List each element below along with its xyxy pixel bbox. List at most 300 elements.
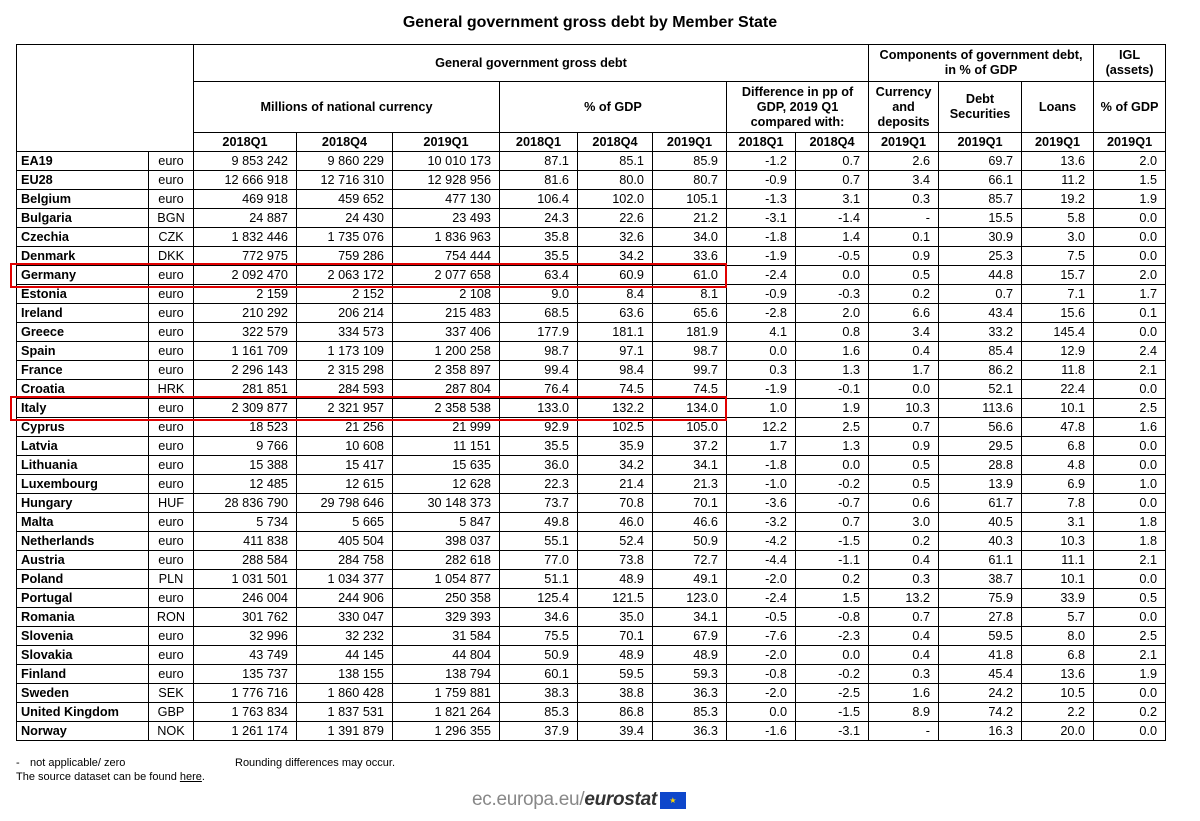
value-cell: 43 749 [194,646,297,665]
value-cell: 76.4 [500,380,578,399]
value-cell: -1.0 [727,475,796,494]
value-cell: 11.2 [1022,171,1094,190]
country-name: Belgium [17,190,149,209]
value-cell: -1.5 [796,532,869,551]
value-cell: 9.0 [500,285,578,304]
value-cell: 47.8 [1022,418,1094,437]
value-cell: 81.6 [500,171,578,190]
value-cell: 49.8 [500,513,578,532]
value-cell: 10.1 [1022,399,1094,418]
value-cell: 12 485 [194,475,297,494]
value-cell: 1.9 [1094,190,1166,209]
country-name: EU28 [17,171,149,190]
value-cell: 10 010 173 [393,152,500,171]
value-cell: 77.0 [500,551,578,570]
country-name: Luxembourg [17,475,149,494]
currency-unit: SEK [149,684,194,703]
value-cell: 2.2 [1022,703,1094,722]
value-cell: 2 358 897 [393,361,500,380]
value-cell: 0.3 [727,361,796,380]
value-cell: 0.8 [796,323,869,342]
value-cell: 411 838 [194,532,297,551]
value-cell: 2.1 [1094,551,1166,570]
value-cell: 284 758 [297,551,393,570]
value-cell: 33.6 [653,247,727,266]
value-cell: 0.7 [796,171,869,190]
value-cell: 2 358 538 [393,399,500,418]
country-name: Romania [17,608,149,627]
value-cell: 177.9 [500,323,578,342]
value-cell: -1.8 [727,228,796,247]
value-cell: 6.6 [869,304,939,323]
table-row [17,190,1166,209]
value-cell: 0.2 [869,285,939,304]
value-cell: 2.5 [1094,627,1166,646]
value-cell: -1.3 [727,190,796,209]
value-cell: 12 628 [393,475,500,494]
rounding-note: Rounding differences may occur. [235,757,395,769]
value-cell: 2 152 [297,285,393,304]
value-cell: 1 836 963 [393,228,500,247]
value-cell: 3.1 [796,190,869,209]
value-cell: 7.5 [1022,247,1094,266]
value-cell: -2.0 [727,570,796,589]
value-cell: 52.1 [939,380,1022,399]
table-row [17,323,1166,342]
value-cell: 34.2 [578,247,653,266]
value-cell: 3.0 [1022,228,1094,247]
value-cell: 1 034 377 [297,570,393,589]
value-cell: 44.8 [939,266,1022,285]
table-row [17,570,1166,589]
value-cell: 63.4 [500,266,578,285]
value-cell: 34.2 [578,456,653,475]
header-corner [17,45,194,152]
value-cell: 0.4 [869,342,939,361]
value-cell: 0.0 [727,342,796,361]
value-cell: 61.7 [939,494,1022,513]
value-cell: 80.7 [653,171,727,190]
value-cell: 27.8 [939,608,1022,627]
value-cell: 2 315 298 [297,361,393,380]
value-cell: 102.0 [578,190,653,209]
value-cell: 0.3 [869,665,939,684]
table-row [17,551,1166,570]
value-cell: 24.3 [500,209,578,228]
table-row [17,684,1166,703]
value-cell: 8.9 [869,703,939,722]
value-cell: 0.0 [1094,380,1166,399]
value-cell: 133.0 [500,399,578,418]
value-cell: 0.0 [1094,456,1166,475]
period-header: 2018Q1 [727,133,796,152]
table-row [17,285,1166,304]
page-title: General government gross debt by Member State [402,14,778,31]
table-row [17,627,1166,646]
value-cell: 2 159 [194,285,297,304]
value-cell: 0.0 [1094,247,1166,266]
value-cell: 0.9 [869,437,939,456]
value-cell: 21 256 [297,418,393,437]
table-row [17,361,1166,380]
value-cell: 48.9 [578,646,653,665]
value-cell: 0.7 [796,513,869,532]
currency-unit: euro [149,646,194,665]
value-cell: 287 804 [393,380,500,399]
value-cell: 85.3 [500,703,578,722]
value-cell: 759 286 [297,247,393,266]
value-cell: 0.6 [869,494,939,513]
source-suffix: . [201,771,205,783]
value-cell: 0.1 [869,228,939,247]
value-cell: 2.1 [1094,646,1166,665]
value-cell: 33.9 [1022,589,1094,608]
value-cell: 1.6 [1094,418,1166,437]
value-cell: -3.2 [727,513,796,532]
value-cell: 10.1 [1022,570,1094,589]
currency-unit: euro [149,342,194,361]
value-cell: 0.5 [1094,589,1166,608]
value-cell: 30.9 [939,228,1022,247]
value-cell: 0.1 [1094,304,1166,323]
header-group-components: Components of government debt, in % of GDP [869,45,1094,82]
currency-unit: GBP [149,703,194,722]
table-row [17,513,1166,532]
value-cell: 74.5 [578,380,653,399]
value-cell: 6.8 [1022,646,1094,665]
value-cell: 60.1 [500,665,578,684]
value-cell: 2 321 957 [297,399,393,418]
value-cell: 0.5 [869,475,939,494]
value-cell: 40.3 [939,532,1022,551]
value-cell: 13.9 [939,475,1022,494]
value-cell: 2.1 [1094,361,1166,380]
value-cell: 24 887 [194,209,297,228]
value-cell: 1 296 355 [393,722,500,741]
value-cell: 2.5 [1094,399,1166,418]
period-header: 2018Q1 [194,133,297,152]
value-cell: 1 161 709 [194,342,297,361]
value-cell: 98.7 [653,342,727,361]
value-cell: 10.5 [1022,684,1094,703]
country-name: Malta [17,513,149,532]
currency-unit: euro [149,532,194,551]
country-name: Spain [17,342,149,361]
value-cell: 35.5 [500,437,578,456]
value-cell: 22.4 [1022,380,1094,399]
value-cell: 134.0 [653,399,727,418]
value-cell: 75.9 [939,589,1022,608]
value-cell: 181.1 [578,323,653,342]
eurostat-logo [472,788,686,812]
currency-unit: PLN [149,570,194,589]
value-cell: 0.0 [869,380,939,399]
table-row [17,152,1166,171]
value-cell: 1 759 881 [393,684,500,703]
value-cell: 398 037 [393,532,500,551]
value-cell: 13.6 [1022,665,1094,684]
value-cell: 477 130 [393,190,500,209]
value-cell: 0.3 [869,570,939,589]
value-cell: 10 608 [297,437,393,456]
value-cell: -2.0 [727,684,796,703]
value-cell: -2.0 [727,646,796,665]
value-cell: 2.0 [1094,266,1166,285]
value-cell: 15 635 [393,456,500,475]
value-cell: -1.4 [796,209,869,228]
value-cell: 301 762 [194,608,297,627]
value-cell: 63.6 [578,304,653,323]
table-row [17,399,1166,418]
value-cell: -0.9 [727,171,796,190]
table-row [17,228,1166,247]
value-cell: 13.2 [869,589,939,608]
value-cell: 10.3 [869,399,939,418]
country-name: Croatia [17,380,149,399]
period-header: 2019Q1 [869,133,939,152]
value-cell: 70.1 [653,494,727,513]
value-cell: 65.6 [653,304,727,323]
value-cell: 0.5 [869,266,939,285]
table-row [17,342,1166,361]
country-name: Italy [17,399,149,418]
country-name: Cyprus [17,418,149,437]
value-cell: 1.3 [796,437,869,456]
value-cell: 0.0 [796,646,869,665]
value-cell: 60.9 [578,266,653,285]
value-cell: 51.1 [500,570,578,589]
table-row [17,608,1166,627]
value-cell: 0.0 [1094,684,1166,703]
value-cell: 754 444 [393,247,500,266]
country-name: Latvia [17,437,149,456]
value-cell: 1.8 [1094,513,1166,532]
value-cell: 1.9 [796,399,869,418]
period-header: 2019Q1 [393,133,500,152]
value-cell: -3.1 [796,722,869,741]
source-link[interactable]: here [179,771,202,783]
currency-unit: BGN [149,209,194,228]
value-cell: -1.2 [727,152,796,171]
value-cell: 29.5 [939,437,1022,456]
value-cell: 337 406 [393,323,500,342]
currency-unit: euro [149,399,194,418]
value-cell: 38.8 [578,684,653,703]
value-cell: 19.2 [1022,190,1094,209]
value-cell: 3.4 [869,171,939,190]
value-cell: 73.8 [578,551,653,570]
value-cell: 7.8 [1022,494,1094,513]
footnotes [16,756,395,784]
value-cell: 0.0 [1094,437,1166,456]
value-cell: 56.6 [939,418,1022,437]
value-cell: -1.1 [796,551,869,570]
table-row [17,418,1166,437]
period-header: 2019Q1 [939,133,1022,152]
value-cell: -0.2 [796,475,869,494]
value-cell: 1 832 446 [194,228,297,247]
country-name: Ireland [17,304,149,323]
currency-unit: euro [149,513,194,532]
header-debt-securities: Debt Securities [939,82,1022,133]
value-cell: 74.5 [653,380,727,399]
value-cell: 2 108 [393,285,500,304]
value-cell: 5 734 [194,513,297,532]
value-cell: 11.1 [1022,551,1094,570]
value-cell: 21.3 [653,475,727,494]
currency-unit: euro [149,551,194,570]
currency-unit: euro [149,323,194,342]
currency-unit: RON [149,608,194,627]
value-cell: 22.3 [500,475,578,494]
value-cell: 1.4 [796,228,869,247]
value-cell: -3.6 [727,494,796,513]
table-row [17,532,1166,551]
value-cell: 1.5 [796,589,869,608]
value-cell: 15 417 [297,456,393,475]
currency-unit: HUF [149,494,194,513]
header-group-main: General government gross debt [194,45,869,82]
value-cell: 1.5 [1094,171,1166,190]
value-cell: 1 776 716 [194,684,297,703]
value-cell: 1 391 879 [297,722,393,741]
value-cell: 85.1 [578,152,653,171]
value-cell: -2.4 [727,266,796,285]
value-cell: 5.8 [1022,209,1094,228]
value-cell: 33.2 [939,323,1022,342]
value-cell: 34.6 [500,608,578,627]
currency-unit: euro [149,589,194,608]
value-cell: 284 593 [297,380,393,399]
value-cell: 1 261 174 [194,722,297,741]
value-cell: 12 716 310 [297,171,393,190]
value-cell: 21.4 [578,475,653,494]
value-cell: 31 584 [393,627,500,646]
value-cell: 1.6 [869,684,939,703]
currency-unit: euro [149,475,194,494]
value-cell: 1 200 258 [393,342,500,361]
country-name: Austria [17,551,149,570]
value-cell: 85.7 [939,190,1022,209]
value-cell: 0.7 [869,418,939,437]
value-cell: -1.9 [727,380,796,399]
value-cell: 21 999 [393,418,500,437]
value-cell: 6.9 [1022,475,1094,494]
period-header: 2018Q4 [578,133,653,152]
value-cell: 44 804 [393,646,500,665]
period-header: 2018Q4 [297,133,393,152]
currency-unit: euro [149,665,194,684]
value-cell: 69.7 [939,152,1022,171]
header-difference: Difference in pp of GDP, 2019 Q1 compared with: [727,82,869,133]
value-cell: 72.7 [653,551,727,570]
value-cell: - [869,722,939,741]
value-cell: 12 928 956 [393,171,500,190]
value-cell: 46.6 [653,513,727,532]
value-cell: 244 906 [297,589,393,608]
currency-unit: euro [149,304,194,323]
value-cell: 0.2 [869,532,939,551]
value-cell: 0.0 [1094,494,1166,513]
currency-unit: euro [149,456,194,475]
value-cell: 3.0 [869,513,939,532]
table-row [17,646,1166,665]
country-name: Netherlands [17,532,149,551]
value-cell: 55.1 [500,532,578,551]
value-cell: 2 077 658 [393,266,500,285]
value-cell: 87.1 [500,152,578,171]
value-cell: 37.2 [653,437,727,456]
value-cell: 330 047 [297,608,393,627]
value-cell: 2 092 470 [194,266,297,285]
value-cell: 469 918 [194,190,297,209]
value-cell: 0.0 [1094,722,1166,741]
value-cell: 206 214 [297,304,393,323]
value-cell: 1.6 [796,342,869,361]
period-header: 2019Q1 [653,133,727,152]
legend-symbol: - [16,757,20,769]
table-row [17,665,1166,684]
value-cell: 1 860 428 [297,684,393,703]
value-cell: 34.1 [653,608,727,627]
value-cell: 92.9 [500,418,578,437]
value-cell: 102.5 [578,418,653,437]
value-cell: 24 430 [297,209,393,228]
value-cell: -0.1 [796,380,869,399]
country-name: Finland [17,665,149,684]
value-cell: 135 737 [194,665,297,684]
value-cell: 98.7 [500,342,578,361]
value-cell: 23 493 [393,209,500,228]
currency-unit: CZK [149,228,194,247]
value-cell: 1.7 [1094,285,1166,304]
value-cell: 11.8 [1022,361,1094,380]
table-row [17,247,1166,266]
country-name: Estonia [17,285,149,304]
value-cell: 16.3 [939,722,1022,741]
value-cell: 85.9 [653,152,727,171]
value-cell: 1.3 [796,361,869,380]
value-cell: 32.6 [578,228,653,247]
value-cell: -0.8 [796,608,869,627]
value-cell: 138 794 [393,665,500,684]
table-row [17,475,1166,494]
value-cell: 1.9 [1094,665,1166,684]
value-cell: 0.0 [727,703,796,722]
value-cell: 125.4 [500,589,578,608]
value-cell: 73.7 [500,494,578,513]
value-cell: 329 393 [393,608,500,627]
value-cell: 18 523 [194,418,297,437]
value-cell: -4.2 [727,532,796,551]
currency-unit: euro [149,152,194,171]
value-cell: -2.4 [727,589,796,608]
value-cell: -0.7 [796,494,869,513]
value-cell: -2.3 [796,627,869,646]
value-cell: 38.3 [500,684,578,703]
value-cell: 50.9 [653,532,727,551]
value-cell: 246 004 [194,589,297,608]
value-cell: 12.9 [1022,342,1094,361]
header-igl-pct: % of GDP [1094,82,1166,133]
legend-text: not applicable/ zero [30,757,126,769]
value-cell: 59.5 [939,627,1022,646]
value-cell: 20.0 [1022,722,1094,741]
value-cell: 44 145 [297,646,393,665]
value-cell: 34.1 [653,456,727,475]
value-cell: 0.9 [869,247,939,266]
value-cell: 59.5 [578,665,653,684]
